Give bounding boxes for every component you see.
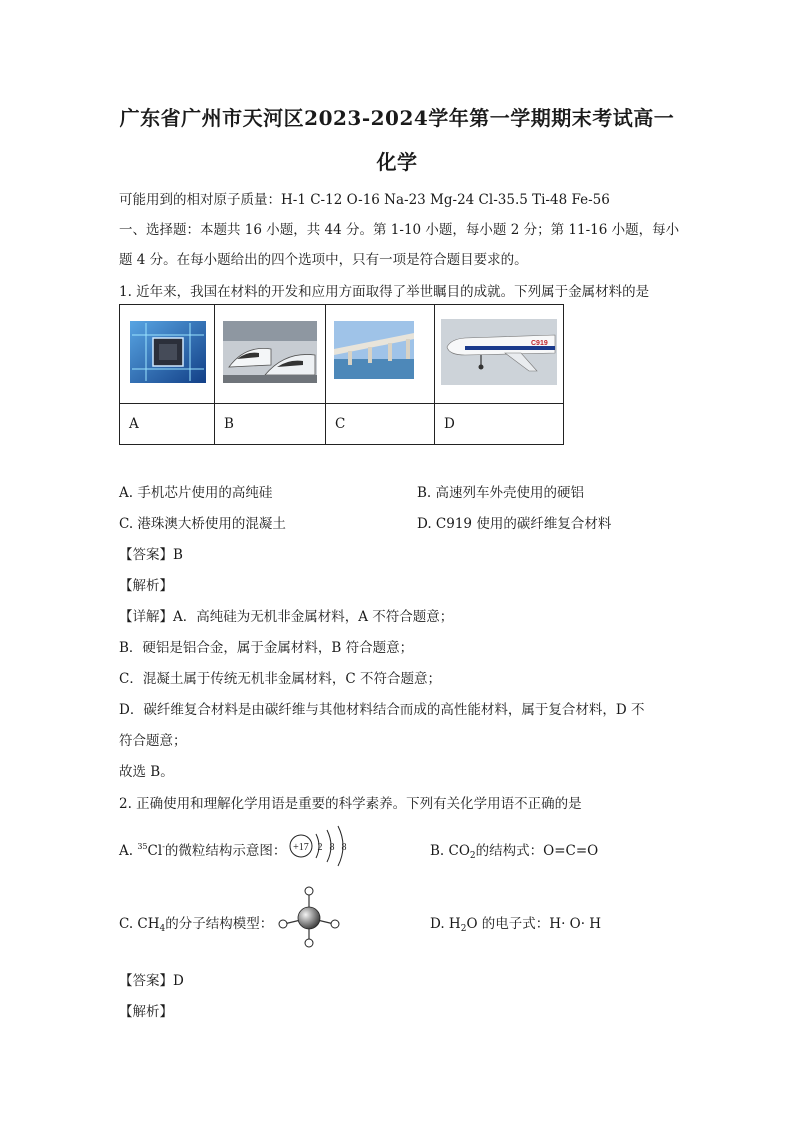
- q1-detail-3: C．混凝土属于传统无机非金属材料，C 不符合题意；: [119, 671, 441, 687]
- q1-cell-c-image: [326, 305, 435, 404]
- q2-option-d-prefix: D. H: [430, 916, 461, 932]
- q2-stem: 2. 正确使用和理解化学用语是重要的科学素养。下列有关化学用语不正确的是: [119, 796, 582, 812]
- shell-3-count: 8: [341, 842, 347, 853]
- section-intro-1: 一、选择题：本题共 16 小题，共 44 分。第 1-10 小题，每小题 2 分；第 11-16 小题，每小: [119, 222, 680, 238]
- q1-option-d: D. C919 使用的碳纤维复合材料: [417, 516, 612, 532]
- section-intro-2: 题 4 分。在每小题给出的四个选项中，只有一项是符合题目要求的。: [119, 252, 528, 268]
- q1-detail-1: 【详解】A．高纯硅为无机非金属材料，A 不符合题意；: [119, 609, 454, 625]
- exam-title-line1: 广东省广州市天河区2023-2024学年第一学期期末考试高一: [119, 106, 675, 130]
- q2-option-a-element: Cl: [147, 843, 163, 859]
- q1-option-b: B. 高速列车外壳使用的硬铝: [417, 485, 585, 501]
- q1-detail-5: 符合题意；: [119, 733, 187, 749]
- q1-answer: 【答案】B: [119, 547, 183, 563]
- q1-conclusion: 故选 B。: [119, 764, 174, 780]
- cl-ion-structure-diagram: [287, 824, 357, 868]
- atomic-masses: 可能用到的相对原子质量：H-1 C-12 O-16 Na-23 Mg-24 Cl-35.5 Ti-48 Fe-56: [119, 192, 610, 208]
- q1-option-c: C. 港珠澳大桥使用的混凝土: [119, 516, 286, 532]
- q1-stem: 1. 近年来，我国在材料的开发和应用方面取得了举世瞩目的成就。下列属于金属材料的是: [119, 284, 650, 300]
- q2-option-b-prefix: B. CO: [430, 843, 470, 859]
- q1-label-a: A: [120, 404, 215, 445]
- q2-option-a: [119, 839, 286, 859]
- bridge-icon: [326, 305, 434, 399]
- q2-option-a-mass: 35: [137, 842, 148, 851]
- q1-detail-4: D．碳纤维复合材料是由碳纤维与其他材料结合而成的高性能材料，属于复合材料，D 不: [119, 702, 645, 718]
- chip-icon: [120, 305, 214, 399]
- q1-detail-2: B．硬铝是铝合金，属于金属材料，B 符合题意；: [119, 640, 414, 656]
- q1-cell-b-image: [215, 305, 326, 404]
- plane-label: C919: [531, 340, 548, 347]
- q2-option-b-text: 的结构式：O=C=O: [475, 843, 599, 859]
- q1-cell-a-image: [120, 305, 215, 404]
- q2-option-a-charge: -: [162, 842, 165, 851]
- exam-title-line2: 化学: [376, 150, 418, 174]
- airplane-icon: [435, 305, 563, 399]
- ch4-molecule-model: [276, 884, 342, 950]
- q1-image-table: [119, 304, 564, 445]
- q2-option-d: [430, 912, 601, 934]
- q2-option-d-text: O 的电子式：H· O· H: [466, 916, 602, 932]
- q1-option-a: A. 手机芯片使用的高纯硅: [119, 485, 273, 501]
- high-speed-train-icon: [215, 305, 325, 399]
- q1-label-b: B: [215, 404, 326, 445]
- q1-cell-d-image: [435, 305, 564, 404]
- q2-option-a-text: 的微粒结构示意图：: [164, 843, 287, 859]
- q2-option-b-sub: 2: [469, 851, 476, 861]
- q2-answer: 【答案】D: [119, 973, 184, 989]
- q2-option-c-text: 的分子结构模型：: [165, 916, 274, 932]
- q1-label-c: C: [326, 404, 435, 445]
- nucleus-charge: +17: [293, 842, 309, 853]
- shell-2-count: 8: [329, 842, 335, 853]
- q2-option-b: [430, 839, 598, 861]
- shell-1-count: 2: [317, 842, 323, 853]
- q2-option-a-prefix: A.: [119, 843, 138, 859]
- q2-option-d-sub: 2: [460, 924, 467, 934]
- q2-analysis-label: 【解析】: [119, 1004, 173, 1020]
- q2-option-c: [119, 912, 273, 934]
- q1-analysis-label: 【解析】: [119, 578, 173, 594]
- q2-option-c-prefix: C. CH: [119, 916, 160, 932]
- q2-option-c-sub: 4: [159, 924, 166, 934]
- q1-label-d: D: [435, 404, 564, 445]
